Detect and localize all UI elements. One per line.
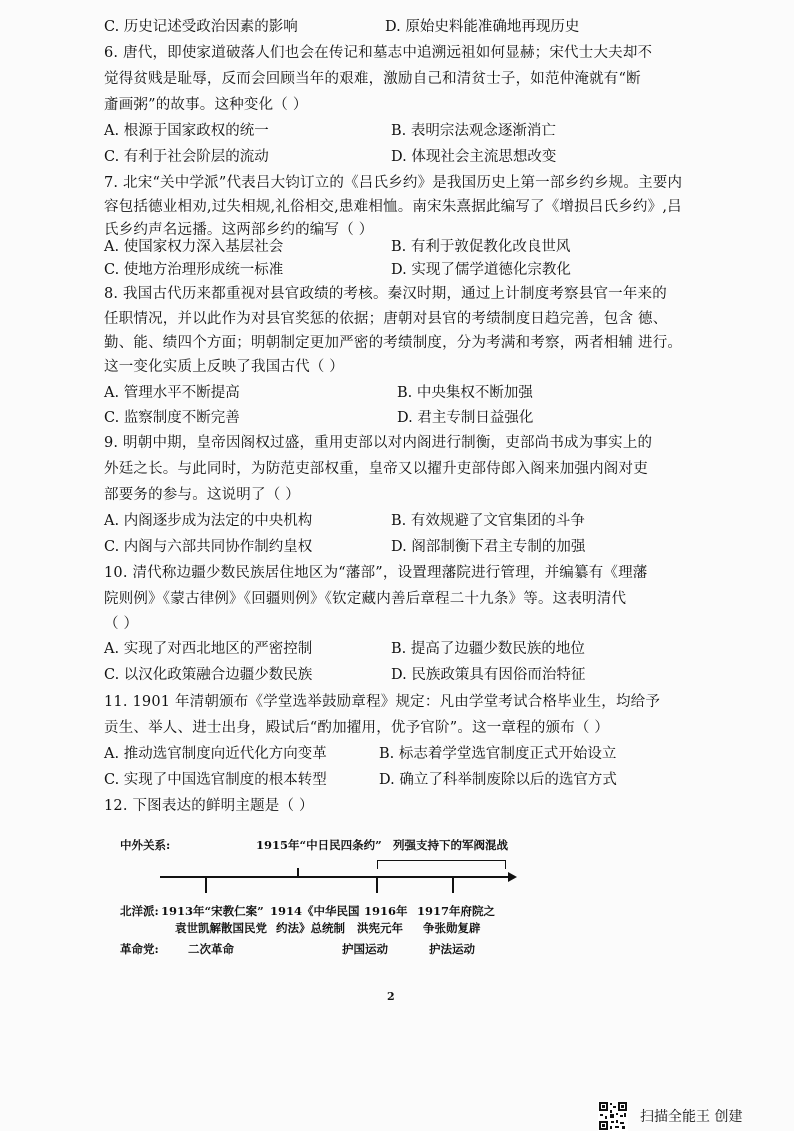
q7-stem-line-2: 容包括德业相劝,过失相规,礼俗相交,患难相恤。南宋朱熹据此编写了《增损吕氏乡约》,吕 — [104, 199, 682, 215]
q8-option-a: A. 管理水平不断提高 — [104, 385, 240, 401]
q9-option-c: C. 内阁与六部共同协作制约皇权 — [104, 539, 313, 555]
q6-stem-line-3: 齑画粥”的故事。这种变化（ ） — [104, 97, 308, 113]
q7-option-c: C. 使地方治理形成统一标准 — [104, 262, 284, 278]
q8-option-c: C. 监察制度不断完善 — [104, 410, 240, 426]
q8-option-d: D. 君主专制日益强化 — [397, 410, 534, 426]
timeline-row-foreign-label: 中外关系: — [120, 838, 171, 852]
qr-code-icon — [598, 1101, 628, 1131]
q6-option-c: C. 有利于社会阶层的流动 — [104, 149, 269, 165]
q11-option-c: C. 实现了中国选官制度的根本转型 — [104, 772, 327, 788]
timeline-axis — [160, 876, 510, 878]
q10-option-d: D. 民族政策具有因俗而治特征 — [391, 667, 586, 683]
page-number: 2 — [387, 990, 395, 1003]
q6-stem-line-2: 觉得贫贱是耻辱，反而会回顾当年的艰难，激励自己和清贫士子，如范仲淹就有“断 — [104, 71, 641, 87]
q9-option-a: A. 内阁逐步成为法定的中央机构 — [104, 513, 313, 529]
beiyang-event-1913-line-1: 1913年“宋教仁案” — [161, 904, 264, 918]
scanner-watermark-label: 扫描全能王 创建 — [640, 1109, 743, 1125]
q7-option-d: D. 实现了儒学道德化宗教化 — [391, 262, 571, 278]
q8-stem-line-1: 8. 我国古代历来都重视对县官政绩的考核。秦汉时期，通过上计制度考察县官一年来的 — [104, 286, 667, 302]
q10-option-a: A. 实现了对西北地区的严密控制 — [104, 641, 313, 657]
q6-option-b: B. 表明宗法观念逐渐消亡 — [391, 123, 556, 139]
timeline-tick-1916 — [376, 877, 378, 893]
timeline-tick-1914 — [297, 868, 299, 878]
beiyang-event-1917-line-1: 1917年府院之 — [417, 904, 496, 918]
q11-option-d: D. 确立了科举制废除以后的选官方式 — [379, 772, 617, 788]
q6-option-a: A. 根源于国家政权的统一 — [104, 123, 269, 139]
q10-stem-line-2: 院则例》《蒙古律例》《回疆则例》《钦定藏内善后章程二十九条》等。这表明清代 — [104, 591, 627, 607]
q8-stem-line-3: 勤、能、绩四个方面；明朝制定更加严密的考绩制度，分为考满和考察，两者相辅 进行。 — [104, 335, 683, 351]
q6-option-d: D. 体现社会主流思想改变 — [391, 149, 557, 165]
q11-stem-line-1: 11. 1901 年清朝颁布《学堂选举鼓励章程》规定：凡由学堂考试合格毕业生，均给予 — [104, 694, 661, 710]
q10-stem-line-3: （ ） — [104, 616, 139, 632]
q9-stem-line-2: 外廷之长。与此同时，为防范吏部权重，皇帝又以擢升吏部侍郎入阁来加强内阁对吏 — [104, 461, 648, 477]
q10-option-c: C. 以汉化政策融合边疆少数民族 — [104, 667, 313, 683]
q10-stem-line-1: 10. 清代称边疆少数民族居住地区为“藩部”，设置理藩院进行管理，并编纂有《理藩 — [104, 565, 648, 581]
revolution-event-constitution-protection: 护法运动 — [429, 942, 475, 956]
timeline-row-beiyang-label: 北洋派: — [120, 904, 159, 918]
q8-stem-line-4: 这一变化实质上反映了我国古代（ ） — [104, 359, 345, 375]
timeline-arrowhead-icon — [508, 872, 517, 882]
q7-option-b: B. 有利于敦促教化改良世风 — [391, 239, 571, 255]
revolution-event-second-revolution: 二次革命 — [188, 942, 234, 956]
q11-stem-line-2: 贡生、举人、进士出身，殿试后“酌加擢用，优予官阶”。这一章程的颁布（ ） — [104, 720, 610, 736]
q7-stem-line-1: 7. 北宋“关中学派”代表吕大钧订立的《吕氏乡约》是我国历史上第一部乡约乡规。主要内 — [104, 175, 683, 191]
q9-option-b: B. 有效规避了文官集团的斗争 — [391, 513, 585, 529]
q7-stem-line-3: 氏乡约声名远播。这两部乡约的编写（ ） — [104, 222, 374, 238]
q10-option-b: B. 提高了边疆少数民族的地位 — [391, 641, 585, 657]
timeline-row-revolution-label: 革命党: — [120, 942, 159, 956]
q6-stem-line-1: 6. 唐代，即使家道破落人们也会在传记和墓志中追溯远祖如何显赫；宋代士大夫却不 — [104, 45, 653, 61]
timeline-event-1915-treaty: 1915年“中日民四条约” — [256, 838, 382, 852]
q8-option-b: B. 中央集权不断加强 — [397, 385, 533, 401]
q9-stem-line-1: 9. 明朝中期，皇帝因阁权过盛，重用吏部以对内阁进行制衡，吏部尚书成为事实上的 — [104, 435, 653, 451]
q9-option-d: D. 阁部制衡下君主专制的加强 — [391, 539, 586, 555]
beiyang-event-1916-line-2: 洪宪元年 — [357, 921, 403, 935]
q11-option-a: A. 推动选官制度向近代化方向变革 — [104, 746, 327, 762]
q11-option-b: B. 标志着学堂选官制度正式开始设立 — [379, 746, 617, 762]
warlord-period-bracket — [377, 860, 506, 869]
timeline-tick-1917 — [452, 877, 454, 893]
q7-option-a: A. 使国家权力深入基层社会 — [104, 239, 284, 255]
beiyang-event-1913-line-2: 袁世凯解散国民党 — [175, 921, 267, 935]
timeline-event-warlord-wars: 列强支持下的军阀混战 — [393, 838, 508, 852]
q12-stem: 12. 下图表达的鲜明主题是（ ） — [104, 798, 314, 814]
revolution-event-national-protection: 护国运动 — [342, 942, 388, 956]
q5-option-d: D. 原始史料能准确地再现历史 — [385, 19, 580, 35]
q9-stem-line-3: 部要务的参与。这说明了（ ） — [104, 487, 300, 503]
beiyang-event-1914-line-2: 约法》总统制 — [276, 921, 345, 935]
beiyang-event-1914-line-1: 1914《中华民国 — [270, 904, 360, 918]
q8-stem-line-2: 任职情况，并以此作为对县官奖惩的依据；唐朝对县官的考绩制度日趋完善，包含 德、 — [104, 311, 668, 327]
timeline-tick-1913 — [205, 877, 207, 893]
beiyang-event-1916-line-1: 1916年 — [364, 904, 408, 918]
beiyang-event-1917-line-2: 争张勋复辟 — [423, 921, 481, 935]
q5-option-c: C. 历史记述受政治因素的影响 — [104, 19, 298, 35]
